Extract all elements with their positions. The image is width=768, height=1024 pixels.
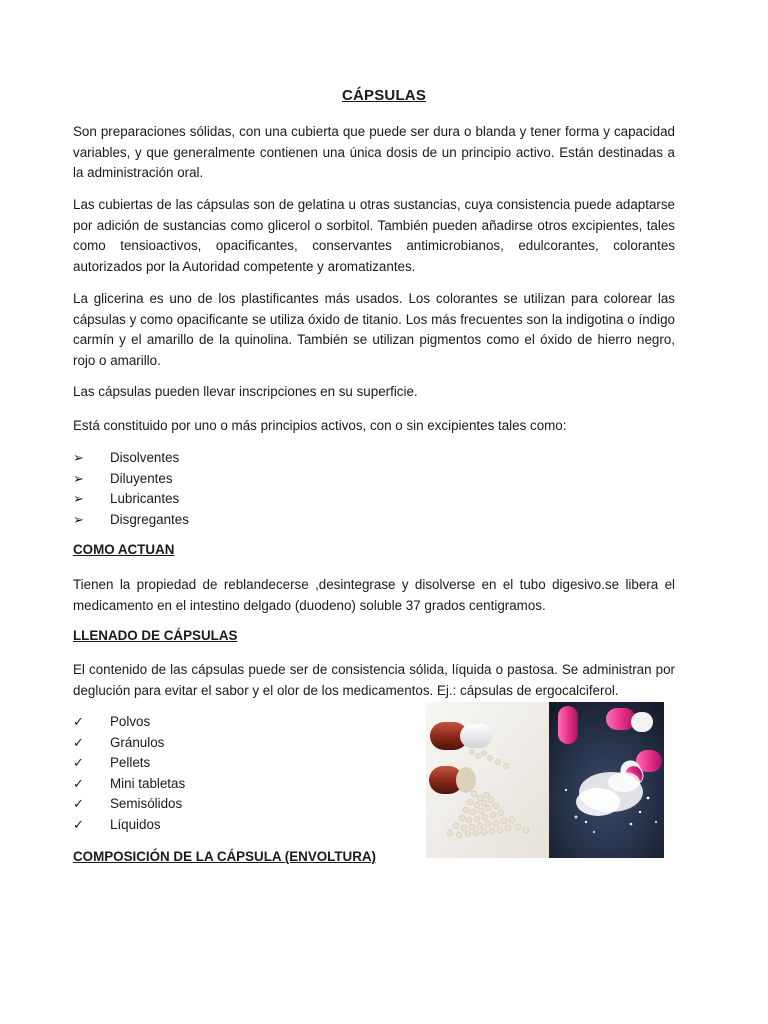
paragraph-constituido: Está constituido por uno o más principios activos, con o sin excipientes tales como: <box>73 418 567 433</box>
paragraph-cubiertas: Las cubiertas de las cápsulas son de gelatina u otras sustancias, cuya consistencia puede adaptarse por adición de sustancias como glicerol o sorbitol. También pueden añadirse otros excipientes, tales como tensioactivos, opacificantes, conservantes antimicrobianos, edulcorantes, colorantes autorizados por la Autoridad competente y aromatizantes. <box>73 197 675 274</box>
red-capsule-bottom <box>429 766 476 794</box>
check-bullet-icon: ✓ <box>73 816 84 832</box>
check-bullet-icon: ✓ <box>73 755 84 770</box>
paragraph-glicerina: La glicerina es uno de los plastificantes más usados. Los colorantes se utilizan para colorear las cápsulas y como opacificante se utiliza óxido de titanio. Los más frecuentes son la indigotina o índigo carmín y el amarillo de la quinolina. También se utilizan pigmentos como el óxido de hierro negro, rojo o amarillo. <box>73 291 675 368</box>
arrow-bullet-icon: ➢ <box>73 470 84 486</box>
heading-como-actuan: COMO ACTUAN <box>73 542 175 557</box>
check-bullet-icon: ✓ <box>73 775 84 791</box>
heading-llenado: LLENADO DE CÁPSULAS <box>73 628 238 643</box>
arrow-bullet-icon: ➢ <box>73 450 84 465</box>
paragraph-llenado: El contenido de las cápsulas puede ser de consistencia sólida, líquida o pastosa. Se administran por deglución para evitar el sabor y el olor de los medicamentos. Ej.: cápsulas de ergocalciferol. <box>73 662 675 698</box>
paragraph-inscripciones: Las cápsulas pueden llevar inscripciones en su superficie. <box>73 384 418 399</box>
document-page: CÁPSULAS Son preparaciones sólidas, con una cubierta que puede ser dura o blanda y tener forma y capacidad variables, y que generalmente contienen una única dosis de un principio activo. Están destinadas a la administración oral. Las cubiertas de las cápsulas son de gelatina u otras sustancias, cuya consistencia puede adaptarse por adición de sustancias como glicerol o sorbitol. También pueden añadirse otros excipientes, tales como tensioactivos, opacificantes, conservantes antimicrobianos, edulcorantes, colorantes autorizados por la Autoridad competente y aromatizantes. La glicerina es uno de los plastificantes más usados. Los colorantes se utilizan para colorear las cápsulas y como opacificante se utiliza óxido de titanio. Los más frecuentes son la indigotina o índigo carmín y el amarillo de la quinolina. También se utilizan pigmentos como el óxido de hierro negro, rojo o amarillo. Las cápsulas pueden llevar inscripciones en su superficie. Está constituido por uno o más principios activos, con o sin excipientes tales como: ➢ Disolventes ➢ Diluyentes ➢ Lubricantes ➢ Disgregantes COMO ACTUAN Tienen la propiedad de reblandecerse ,desintegrase y disolverse en el tubo digesivo.se libera el medicamento en el intestino delgado (duodeno) soluble 37 grados centigramos. LLENADO DE CÁPSULAS El contenido de las cápsulas puede ser de consistencia sólida, líquida o pastosa. Se administran por deglución para evitar el sabor y el olor de los medicamentos. Ej.: cápsulas de ergocalciferol. ✓ Polvos ✓ Gránulos ✓ Pellets ✓ Mini tabletas ✓ Semisólidos ✓ Líquidos COMPOSICIÓN DE LA CÁPSULA (ENVOLTURA) <box>0 0 768 1024</box>
check-bullet-icon: ✓ <box>73 714 84 729</box>
check-bullet-icon: ✓ <box>73 796 84 811</box>
heading-composicion: COMPOSICIÓN DE LA CÁPSULA (ENVOLTURA) <box>73 849 377 864</box>
page-title: CÁPSULAS <box>341 87 427 104</box>
red-capsule-top <box>430 722 492 750</box>
paragraph-definition: Son preparaciones sólidas, con una cubierta que puede ser dura o blanda y tener forma y capacidad variables, y que generalmente contienen una única dosis de un principio activo. Están destinadas a la administración oral. <box>73 124 675 180</box>
arrow-bullet-icon: ➢ <box>73 491 84 506</box>
arrow-bullet-icon: ➢ <box>73 511 84 527</box>
capsules-photo <box>426 702 664 858</box>
paragraph-como-actuan: Tienen la propiedad de reblandecerse ,desintegrase y disolverse en el tubo digesivo.se libera el medicamento en el intestino delgado (duodeno) soluble 37 grados centigramos. <box>73 577 675 613</box>
check-bullet-icon: ✓ <box>73 734 84 750</box>
